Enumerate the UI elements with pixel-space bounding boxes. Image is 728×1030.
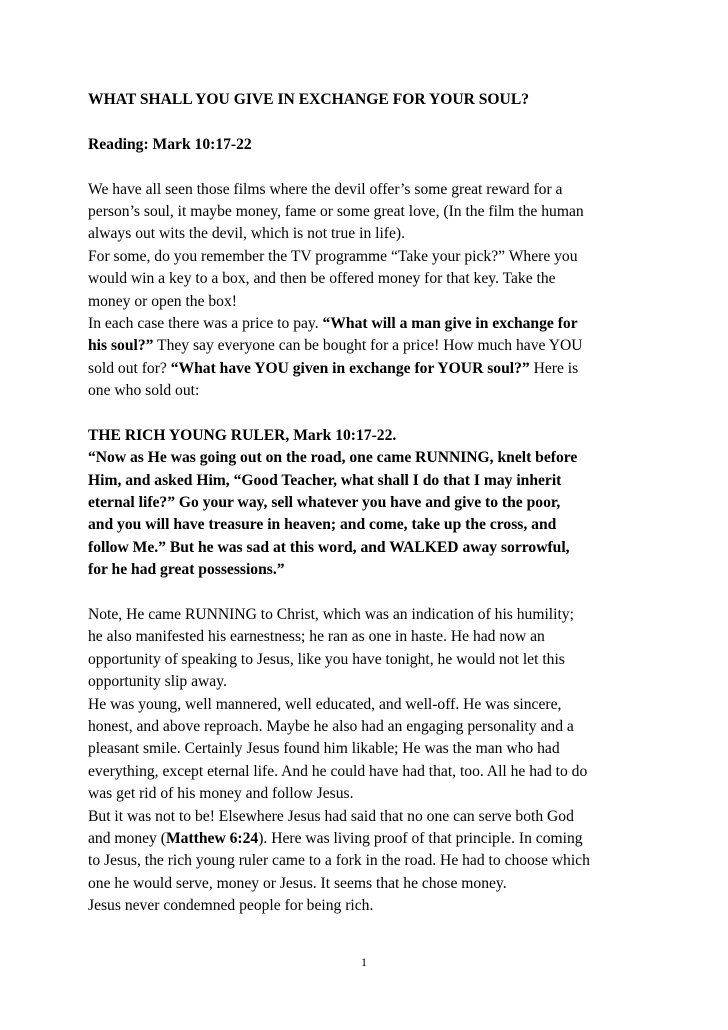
text-line: everything, except eternal life. And he could have had that, too. All he had to do (88, 762, 588, 780)
text-run: In each case there was a price to pay. (88, 314, 323, 332)
reading-reference: Reading: Mark 10:17-22 (88, 135, 252, 153)
spacer (88, 582, 648, 604)
price-paragraph (88, 313, 648, 403)
text-line: We have all seen those films where the devil offer’s some great reward for a (88, 180, 563, 198)
text-line: Jesus never condemned people for being rich. (88, 897, 374, 915)
page-number: 1 (361, 955, 367, 969)
text-line: to Jesus, the rich young ruler came to a fork in the road. He had to choose which (88, 852, 590, 870)
document-title: WHAT SHALL YOU GIVE IN EXCHANGE FOR YOUR SOUL? (88, 91, 530, 108)
spacer (88, 156, 648, 178)
scripture-reference: Matthew 6:24 (165, 829, 259, 847)
text-line: follow Me.” But he was sad at this word, and WALKED away sorrowful, (88, 538, 570, 556)
text-line: opportunity of speaking to Jesus, like you have tonight, he would not let this (88, 650, 565, 668)
text-line: opportunity slip away. (88, 673, 227, 691)
text-line: honest, and above reproach. Maybe he also had an engaging personality and a (88, 717, 574, 735)
intro-paragraph (88, 179, 648, 313)
text-line: would win a key to a box, and then be offered money for that key. Take the (88, 270, 556, 288)
bold-quote: “What have YOU given in exchange for YOUR soul?” (170, 359, 530, 377)
text-line: always out wits the devil, which is not true in life). (88, 225, 406, 243)
spacer (88, 111, 648, 133)
text-line: one he would serve, money or Jesus. It seems that he chose money. (88, 874, 507, 892)
section-heading: THE RICH YOUNG RULER, Mark 10:17-22. (88, 426, 397, 444)
scripture-quote (88, 447, 648, 581)
text-line: He was young, well mannered, well educated, and well-off. He was sincere, (88, 695, 562, 713)
bold-quote: “What will a man give in exchange for (322, 314, 578, 332)
text-line (88, 313, 648, 335)
text-line: money or open the box! (88, 292, 237, 310)
text-run: ). Here was living proof of that principle. In coming (258, 829, 583, 847)
text-run: and money ( (88, 829, 166, 847)
text-line: he also manifested his earnestness; he ran as one in haste. He had now an (88, 628, 545, 646)
text-run: sold out for? (88, 359, 171, 377)
text-line (88, 358, 648, 380)
text-run: They say everyone can be bought for a price! How much have YOU (153, 337, 583, 355)
text-line: one who sold out: (88, 382, 200, 400)
document-body (88, 89, 648, 917)
text-line: person’s soul, it maybe money, fame or some great love, (In the film the human (88, 202, 584, 220)
text-line (88, 828, 648, 850)
note-paragraph (88, 604, 648, 917)
text-line: for he had great possessions.” (88, 561, 285, 579)
text-line: pleasant smile. Certainly Jesus found him likable; He was the man who had (88, 740, 560, 758)
text-line: Note, He came RUNNING to Christ, which was an indication of his humility; (88, 605, 574, 623)
text-line: But it was not to be! Elsewhere Jesus had said that no one can serve both God (88, 807, 574, 825)
text-line: For some, do you remember the TV programme “Take your pick?” Where you (88, 247, 578, 265)
text-run: Here is (529, 359, 579, 377)
text-line: eternal life?” Go your way, sell whatever you have and give to the poor, (88, 494, 561, 512)
text-line: “Now as He was going out on the road, one came RUNNING, knelt before (88, 449, 578, 467)
text-line (88, 335, 648, 357)
spacer (88, 402, 648, 424)
text-line: was get rid of his money and follow Jesus. (88, 785, 354, 803)
text-line: Him, and asked Him, “Good Teacher, what shall I do that I may inherit (88, 471, 562, 489)
bold-quote: his soul?” (88, 337, 154, 355)
text-line: and you will have treasure in heaven; and come, take up the cross, and (88, 516, 557, 534)
